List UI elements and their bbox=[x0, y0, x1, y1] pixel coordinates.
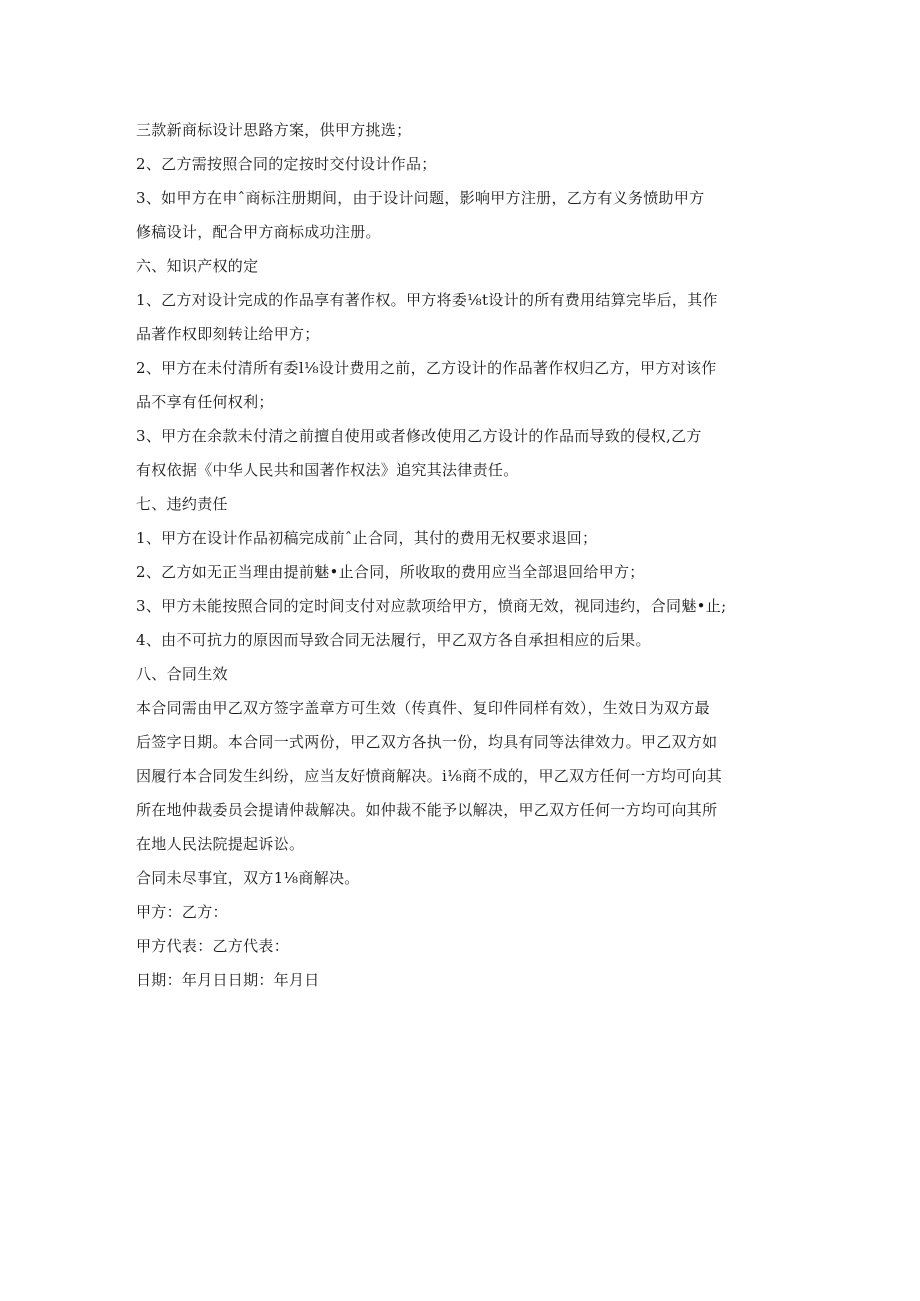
text-line: 2、乙方需按照合同的定按时交付设计作品； bbox=[136, 155, 437, 173]
text-line: 有权依据《中华人民共和国著作权法》追究其法律责任。 bbox=[136, 461, 519, 479]
signature-representatives: 甲方代表：乙方代表： bbox=[136, 937, 290, 955]
text-line: 3、甲方未能按照合同的定时间支付对应款项给甲方，愤商无效，视同违约，合同魅•止; bbox=[136, 597, 727, 615]
text-line: 修稿设计，配合甲方商标成功注册。 bbox=[136, 223, 381, 241]
text-line: 3、甲方在余款未付清之前擅自使用或者修改使用乙方设计的作品而导致的侵权,乙方 bbox=[136, 427, 702, 445]
text-line: 1、甲方在设计作品初稿完成前ˆ止合同，其付的费用无权要求退回； bbox=[136, 529, 598, 547]
text-line: 2、乙方如无正当理由提前魅•止合同，所收取的费用应当全部退回给甲方； bbox=[136, 563, 645, 581]
text-line: 品著作权即刻转让给甲方； bbox=[136, 325, 320, 343]
text-line: 3、如甲方在申ˆ商标注册期间，由于设计问题，影响甲方注册，乙方有义务愤助甲方 bbox=[136, 189, 705, 207]
section-heading-effect: 八、合同生效 bbox=[136, 665, 228, 683]
text-line: 因履行本合同发生纠纷，应当友好愤商解决。i⅛商不成的，甲乙双方任何一方均可向其 bbox=[136, 767, 723, 785]
text-line: 三款新商标设计思路方案，供甲方挑选； bbox=[136, 121, 412, 139]
text-line: 1、乙方对设计完成的作品享有著作权。甲方将委⅛t设计的所有费用结算完毕后，其作 bbox=[136, 291, 718, 309]
section-heading-breach: 七、违约责任 bbox=[136, 495, 228, 513]
text-line: 2、甲方在未付清所有委l⅛设计费用之前，乙方设计的作品著作权归乙方，甲方对该作 bbox=[136, 359, 717, 377]
signature-dates: 日期：年月日日期：年月日 bbox=[136, 971, 320, 989]
text-line: 后签字日期。本合同一式两份，甲乙双方各执一份，均具有同等法律效力。甲乙双方如 bbox=[136, 733, 718, 751]
signature-parties: 甲方：乙方： bbox=[136, 903, 228, 921]
contract-body bbox=[136, 117, 786, 1001]
text-line: 本合同需由甲乙双方签字盖章方可生效（传真件、复印件同样有效），生效日为双方最 bbox=[136, 699, 710, 717]
section-heading-ip: 六、知识产权的定 bbox=[136, 257, 259, 275]
text-line: 合同未尽事宜，双方1⅛商解决。 bbox=[136, 869, 360, 887]
text-line: 在地人民法院提起诉讼。 bbox=[136, 835, 305, 853]
text-line: 所在地仲裁委员会提请仲裁解决。如仲裁不能予以解决，甲乙双方任何一方均可向其所 bbox=[136, 801, 718, 819]
text-line: 4、由不可抗力的原因而导致合同无法履行，甲乙双方各自承担相应的后果。 bbox=[136, 631, 651, 649]
text-line: 品不享有任何权利； bbox=[136, 393, 274, 411]
